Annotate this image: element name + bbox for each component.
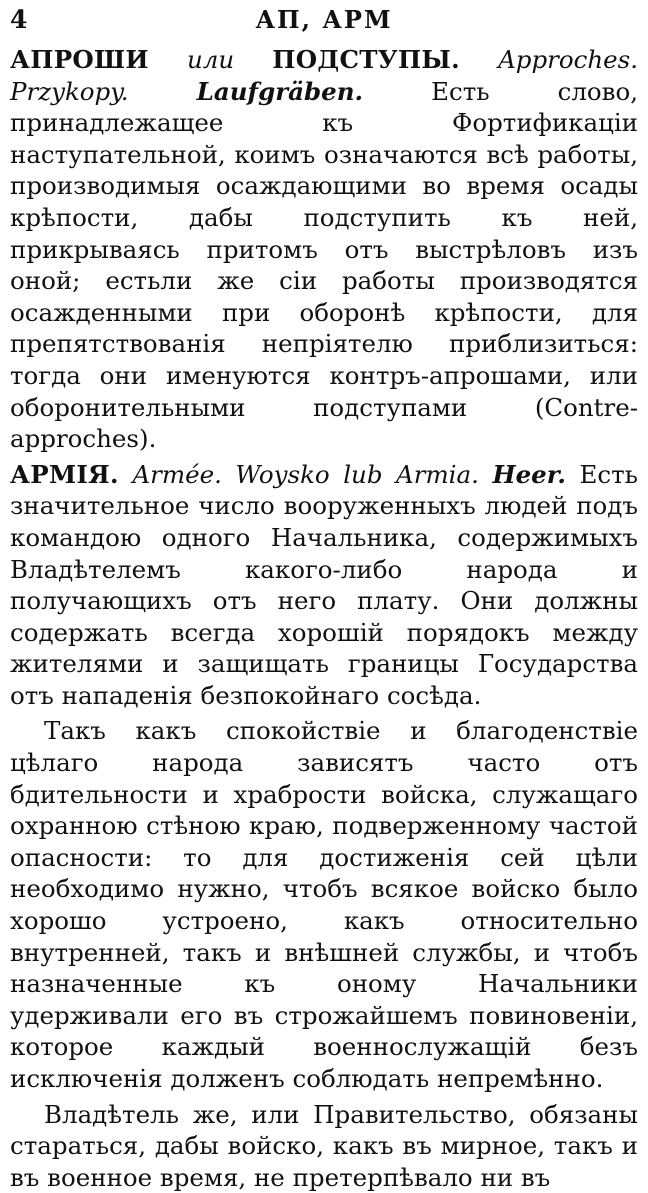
entry-text: Есть слово, принадлежащее къ Фортификаціи наступательной, коимъ означаются всѣ работы, производимыя осаждающими во время осады крѣпости, дабы подступить къ ней, прикрываясь притомъ отъ выстрѣловъ изъ оной; естьли же сіи работы производятся осажденными при оборонѣ крѣпости, для препятствованія непріятелю приблизиться: тогда они именуются контръ-апрошами, или оборонительными подступами (Contre-approches). — [10, 76, 638, 454]
entry-text: Есть значительное число вооруженныхъ людей подъ командою одного Начальника, содержимыхъ Владѣтелемъ какого-либо народа и получающихъ отъ него плату. Они должны содержать всегда хорошій порядокъ между жителями и защищать границы Государства отъ нападенія безпокойнаго сосѣда. — [10, 459, 638, 710]
paragraph: Такъ какъ спокойствіе и благоденствіе цѣлаго народа зависятъ часто отъ бдительности и храбрости войска, служащаго охранною стѣною краю, подверженному частой опасности: то для достиженія сей цѣли необходимо нужно, чтобъ всякое войско было хорошо устроено, какъ относительно внутренней, такъ и внѣшней службы, и чтобъ назначенные къ оному Начальники удерживали его въ строжайшемъ повиновеніи, которое каждый военнослужащій безъ исключенія долженъ соблюдать непремѣнно. — [10, 716, 638, 1093]
entry-armee — [10, 459, 638, 712]
headword: АПРОШИ — [10, 45, 149, 74]
polish-term: Woysko lub Armia. — [235, 459, 479, 489]
page-number: 4 — [10, 5, 28, 34]
polish-term: Przykopy. — [10, 76, 129, 106]
headword: АРМІЯ. — [10, 459, 119, 489]
headword-alt: ПОДСТУПЫ. — [272, 45, 460, 74]
paragraph: Владѣтель же, или Правительство, обязаны стараться, дабы войско, какъ въ мирное, такъ и въ военное время, не претерпѣвало ни въ — [10, 1099, 638, 1192]
page-header — [10, 4, 638, 44]
connector-word: или — [187, 45, 235, 74]
german-term: Laufgräben. — [196, 76, 364, 106]
running-head: АП, АРМ — [255, 5, 393, 34]
french-term: Armée. — [132, 459, 222, 489]
entry-approches — [10, 44, 638, 455]
german-term: Heer. — [492, 459, 566, 489]
french-term: Approches. — [498, 45, 638, 74]
